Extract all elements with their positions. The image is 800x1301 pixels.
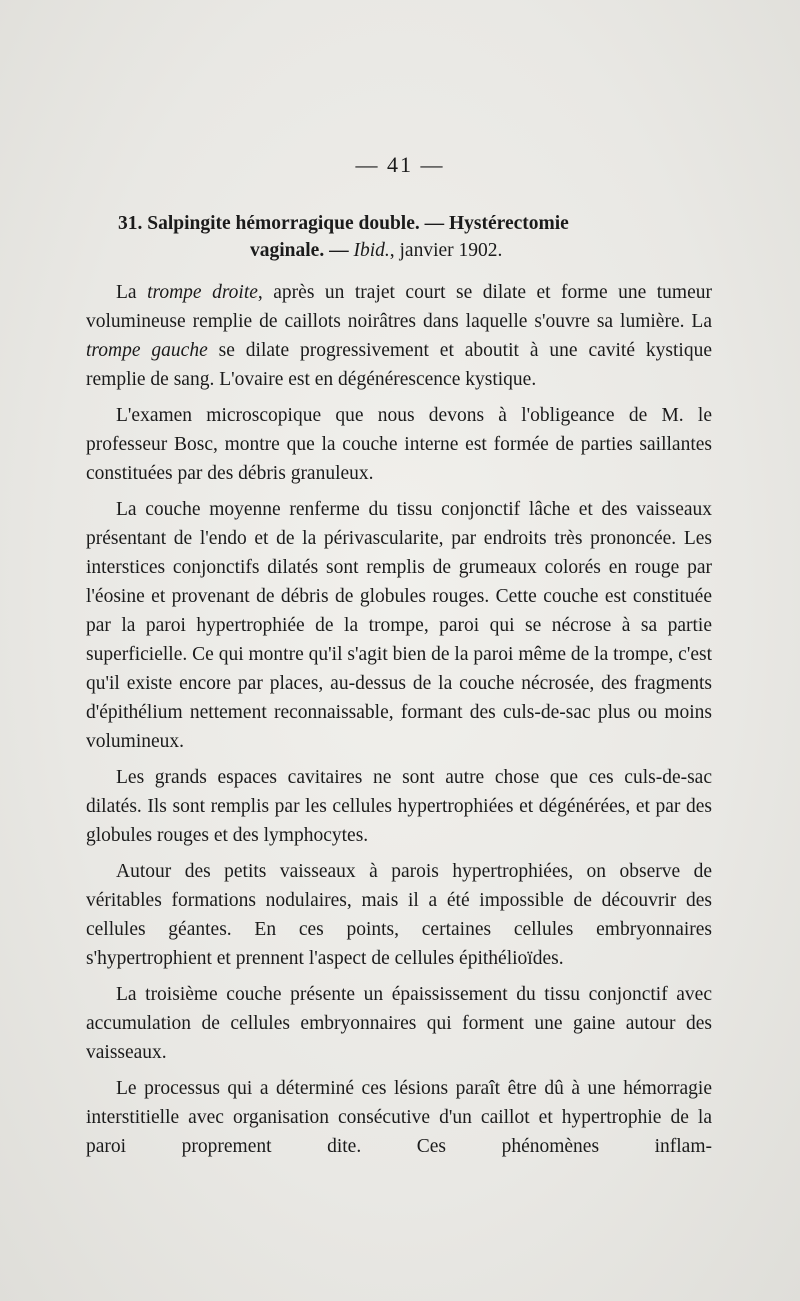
paragraph-4: Les grands espaces cavitaires ne sont autre chose que ces culs-de-sac dilatés. Ils sont remplis par les cellules hypertrophiées et dégénérées, et par des globules rouges et des lymphocytes.: [86, 767, 712, 846]
case-heading: [118, 210, 718, 264]
paragraph-7: Le processus qui a déterminé ces lésions paraît être dû à une hémorragie interstitielle avec organisation consécutive d'un caillot et hypertrophie de la paroi proprement dite. Ces phénomènes inflam-: [86, 1078, 712, 1157]
p1-text-c: , après un trajet court se dilate et forme une tumeur volumineuse remplie de caillots noirâtres dans laquelle s'ouvre sa lumière. La: [86, 282, 712, 332]
body-text: [86, 278, 712, 1168]
case-title-procedure: vaginale.: [250, 240, 325, 261]
paragraph-1: [86, 278, 712, 394]
p1-text-e: se dilate progressivement et aboutit à une cavité kystique remplie de sang. L'ovaire est en dégénérescence kystique.: [86, 340, 712, 390]
p1-text-a: La: [116, 282, 148, 303]
case-title-date: , janvier 1902.: [389, 240, 503, 261]
case-title-dash: —: [324, 240, 354, 261]
paragraph-5: Autour des petits vaisseaux à parois hypertrophiées, on observe de véritables formations nodulaires, mais il a été impossible de découvrir des cellules géantes. En ces points, certaines cellules embryonnaires s'hypertrophient et prennent l'aspect de cellules épithélioïdes.: [86, 861, 712, 969]
case-title-line2: [118, 237, 718, 264]
paragraph-3: La couche moyenne renferme du tissu conjonctif lâche et des vaisseaux présentant de l'endo et de la périvascularite, par endroits très prononcée. Les interstices conjonctifs dilatés sont remplis de grumeaux colorés en rouge par l'éosine et provenant de débris de globules rouges. Cette couche est constituée par la paroi hypertrophiée de la trompe, paroi qui se nécrose à sa partie superficielle. Ce qui montre qu'il s'agit bien de la paroi même de la trompe, c'est qu'il existe encore par places, au-dessus de la couche nécrosée, des fragments d'épithélium nettement reconnaissable, formant des culs-de-sac plus ou moins volumineux.: [86, 499, 712, 752]
case-title-line1: 31. Salpingite hémorragique double. — Hystérectomie: [118, 213, 569, 234]
p1-italic-trompe-gauche: trompe gauche: [86, 340, 208, 361]
paragraph-6: La troisième couche présente un épaississement du tissu conjonctif avec accumulation de cellules embryonnaires qui forment une gaine autour des vaisseaux.: [86, 984, 712, 1063]
p1-italic-trompe-droite: trompe droite: [147, 282, 258, 303]
case-title-ibid: Ibid.: [353, 240, 390, 261]
paragraph-2: L'examen microscopique que nous devons à l'obligeance de M. le professeur Bosc, montre que la couche interne est formée de parties saillantes constituées par des débris granuleux.: [86, 405, 712, 484]
page-number: — 41 —: [355, 152, 445, 177]
